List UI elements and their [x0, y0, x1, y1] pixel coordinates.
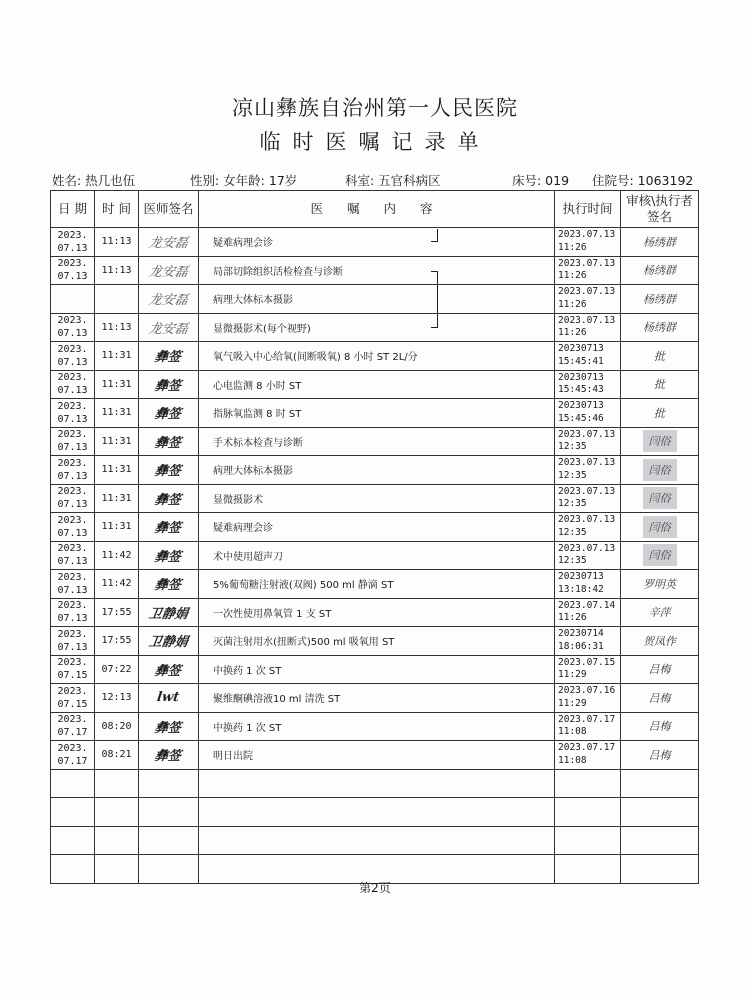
- order-content: [199, 342, 555, 371]
- order-content-text: 聚维酮碘溶液10 ml 清洗 ST: [213, 694, 341, 706]
- order-time-text: 12:13: [101, 692, 132, 704]
- doctor-signature-text: 龙安磊: [147, 264, 189, 280]
- order-time: [95, 256, 139, 285]
- order-date-text: 2023. 07.13: [57, 229, 88, 254]
- doctor-signature: [139, 741, 199, 770]
- doctor-signature-text: 彝签: [154, 435, 183, 451]
- order-date-text: 2023. 07.17: [57, 742, 88, 767]
- order-content-text: 显微摄影术: [213, 494, 263, 506]
- doctor-signature-text: 龙安磊: [147, 293, 189, 309]
- order-content-text: 病理大体标本摄影: [213, 295, 293, 307]
- checker-signature-text: 闫俗: [643, 487, 677, 509]
- doctor-signature: [139, 541, 199, 570]
- empty-row: [51, 826, 699, 855]
- order-time-text: 08:21: [101, 749, 132, 761]
- doctor-signature: [139, 684, 199, 713]
- order-content: [199, 370, 555, 399]
- col-doctor: 医师签名: [139, 191, 199, 228]
- order-content-text: 中换药 1 次 ST: [213, 665, 282, 677]
- order-content: [199, 655, 555, 684]
- checker-signature-text: 辛萍: [648, 606, 671, 620]
- exec-time-text: 2023.07.14 11:26: [558, 599, 616, 624]
- table-row: [51, 627, 699, 656]
- order-content-text: 心电监测 8 小时 ST: [213, 380, 302, 392]
- patient-info: [52, 171, 697, 189]
- checker-signature: [621, 456, 699, 485]
- order-date: [51, 370, 95, 399]
- doctor-signature-text: 龙安磊: [147, 236, 189, 252]
- checker-signature-text: 批: [654, 406, 665, 420]
- order-time: [95, 456, 139, 485]
- table-row: [51, 741, 699, 770]
- order-date: [51, 570, 95, 599]
- patient-name: 姓名: 热几也伍: [52, 173, 136, 188]
- doctor-signature-text: lwt: [156, 690, 181, 706]
- order-content: [199, 541, 555, 570]
- doctor-signature: [139, 598, 199, 627]
- exec-time: [555, 228, 621, 257]
- empty-cell: [95, 769, 139, 798]
- doctor-signature: [139, 313, 199, 342]
- order-content: [199, 598, 555, 627]
- order-time: [95, 684, 139, 713]
- orders-table: [50, 190, 699, 884]
- table-row: [51, 598, 699, 627]
- empty-cell: [95, 826, 139, 855]
- exec-time: [555, 684, 621, 713]
- exec-time: [555, 541, 621, 570]
- order-time-text: 11:13: [101, 236, 132, 248]
- table-row: [51, 570, 699, 599]
- table-row: [51, 399, 699, 428]
- order-time-text: 17:55: [101, 635, 132, 647]
- order-content-text: 手术标本检查与诊断: [213, 437, 303, 449]
- checker-signature-text: 罗明英: [643, 577, 676, 591]
- exec-time: [555, 427, 621, 456]
- doctor-signature-text: 彝签: [154, 521, 183, 537]
- order-date: [51, 427, 95, 456]
- exec-time: [555, 313, 621, 342]
- checker-signature-text: 杨绣群: [643, 235, 676, 249]
- exec-time: [555, 342, 621, 371]
- checker-signature-text: 杨绣群: [643, 321, 676, 335]
- exec-time-text: 2023.07.13 12:35: [558, 457, 616, 481]
- order-time: [95, 598, 139, 627]
- order-content-text: 一次性使用鼻氧管 1 支 ST: [213, 608, 332, 620]
- exec-time: [555, 399, 621, 428]
- order-date-text: 2023. 07.15: [57, 685, 88, 710]
- order-content-text: 明日出院: [213, 751, 253, 763]
- order-time-text: 11:13: [101, 264, 132, 276]
- exec-time: [555, 712, 621, 741]
- doctor-signature-text: 卫静娟: [147, 635, 189, 651]
- order-date: [51, 627, 95, 656]
- empty-cell: [621, 826, 699, 855]
- order-date-text: 2023. 07.13: [57, 429, 88, 454]
- empty-cell: [555, 798, 621, 827]
- order-content: [199, 285, 555, 314]
- order-time: [95, 570, 139, 599]
- order-date: [51, 456, 95, 485]
- order-date-text: 2023. 07.13: [57, 372, 88, 397]
- order-content-text: 局部切除组织活检检查与诊断: [213, 266, 343, 278]
- exec-time-text: 2023.07.17 11:08: [558, 742, 616, 766]
- checker-signature-text: 批: [654, 378, 665, 392]
- checker-signature: [621, 570, 699, 599]
- order-time: [95, 741, 139, 770]
- checker-signature: [621, 370, 699, 399]
- checker-signature: [621, 541, 699, 570]
- order-time-text: 11:31: [101, 350, 132, 362]
- table-row: [51, 342, 699, 371]
- order-date-text: 2023. 07.13: [57, 457, 88, 482]
- empty-cell: [199, 798, 555, 827]
- checker-signature-text: 吕梅: [648, 663, 671, 677]
- doctor-signature: [139, 370, 199, 399]
- exec-time-text: 2023.07.16 11:29: [558, 685, 616, 709]
- exec-time-text: 2023.07.13 12:35: [558, 542, 616, 567]
- table-row: [51, 655, 699, 684]
- order-content: [199, 712, 555, 741]
- doctor-signature-text: 彝签: [154, 549, 183, 565]
- empty-cell: [95, 798, 139, 827]
- exec-time: [555, 655, 621, 684]
- orders-body: [51, 228, 699, 884]
- empty-cell: [139, 826, 199, 855]
- checker-signature: [621, 513, 699, 542]
- order-date: [51, 285, 95, 314]
- exec-time-text: 2023.07.15 11:29: [558, 656, 616, 681]
- empty-cell: [555, 826, 621, 855]
- exec-time: [555, 513, 621, 542]
- col-content: 医 嘱 内 容: [199, 191, 555, 228]
- checker-signature: [621, 228, 699, 257]
- exec-time-text: 20230713 13:18:42: [558, 571, 604, 595]
- doctor-signature-text: 彝签: [154, 578, 183, 594]
- doctor-signature: [139, 570, 199, 599]
- order-content: [199, 684, 555, 713]
- order-time-text: 11:31: [101, 521, 132, 533]
- order-time: [95, 541, 139, 570]
- order-date: [51, 741, 95, 770]
- order-time-text: 11:31: [101, 378, 132, 390]
- doctor-signature: [139, 513, 199, 542]
- order-date-text: 2023. 07.13: [57, 543, 88, 568]
- doctor-signature-text: 彝签: [154, 464, 183, 480]
- checker-signature: [621, 741, 699, 770]
- group-bracket-2: [431, 271, 438, 328]
- table-row: [51, 285, 699, 314]
- checker-signature-text: 闫俗: [643, 430, 677, 452]
- order-time: [95, 370, 139, 399]
- order-time-text: 17:55: [101, 606, 132, 618]
- order-date: [51, 256, 95, 285]
- order-content: [199, 570, 555, 599]
- order-time-text: 11:31: [101, 464, 132, 476]
- order-content-text: 中换药 1 次 ST: [213, 722, 282, 734]
- order-date: [51, 484, 95, 513]
- checker-signature-text: 闫俗: [643, 459, 677, 481]
- checker-signature: [621, 484, 699, 513]
- table-row: [51, 256, 699, 285]
- exec-time: [555, 598, 621, 627]
- doctor-signature: [139, 399, 199, 428]
- doctor-signature-text: 彝签: [154, 350, 183, 366]
- exec-time: [555, 370, 621, 399]
- checker-signature-text: 吕梅: [648, 691, 671, 705]
- table-row: [51, 427, 699, 456]
- patient-department: 科室: 五官科病区: [345, 173, 441, 188]
- checker-signature: [621, 655, 699, 684]
- order-time: [95, 399, 139, 428]
- order-date-text: 2023. 07.13: [57, 400, 88, 425]
- empty-cell: [139, 769, 199, 798]
- order-time: [95, 285, 139, 314]
- checker-signature: [621, 598, 699, 627]
- order-content: [199, 427, 555, 456]
- document-title: 临时医嘱记录单: [259, 130, 491, 154]
- empty-cell: [51, 769, 95, 798]
- order-time: [95, 484, 139, 513]
- exec-time-text: 2023.07.17 11:08: [558, 713, 616, 738]
- empty-cell: [555, 769, 621, 798]
- empty-cell: [621, 769, 699, 798]
- doctor-signature: [139, 342, 199, 371]
- order-time-text: 11:42: [101, 578, 132, 590]
- checker-signature-text: 吕梅: [648, 748, 671, 762]
- order-content: [199, 484, 555, 513]
- table-row: [51, 484, 699, 513]
- table-row: [51, 541, 699, 570]
- doctor-signature: [139, 655, 199, 684]
- order-content: [199, 228, 555, 257]
- page-number: 第2页: [359, 881, 391, 895]
- col-date: 日 期: [51, 191, 95, 228]
- doctor-signature-text: 彝签: [154, 492, 183, 508]
- patient-bed: 床号: 019: [512, 173, 570, 188]
- patient-gender-age: 性别: 女年龄: 17岁: [190, 173, 298, 188]
- exec-time: [555, 256, 621, 285]
- order-content: [199, 313, 555, 342]
- order-content-text: 疑难病理会诊: [213, 523, 273, 535]
- checker-signature: [621, 313, 699, 342]
- order-time-text: 11:31: [101, 407, 132, 419]
- order-time-text: 08:20: [101, 720, 132, 732]
- doctor-signature: [139, 712, 199, 741]
- exec-time-text: 2023.07.13 12:35: [558, 514, 616, 538]
- checker-signature: [621, 712, 699, 741]
- doctor-signature-text: 卫静娟: [147, 606, 189, 622]
- order-content: [199, 741, 555, 770]
- empty-cell: [139, 798, 199, 827]
- checker-signature-text: 贺凤作: [643, 634, 676, 648]
- exec-time-text: 20230713 15:45:41: [558, 343, 604, 367]
- checker-signature: [621, 399, 699, 428]
- table-row: [51, 228, 699, 257]
- doctor-signature-text: 彝签: [154, 407, 183, 423]
- exec-time-text: 20230713 15:45:43: [558, 371, 604, 396]
- order-date: [51, 313, 95, 342]
- doctor-signature: [139, 427, 199, 456]
- checker-signature-text: 闫俗: [643, 516, 677, 538]
- order-content-text: 显微摄影术(每个视野): [213, 323, 311, 335]
- order-time: [95, 627, 139, 656]
- empty-cell: [621, 798, 699, 827]
- order-time-text: 11:31: [101, 492, 132, 504]
- order-date-text: 2023. 07.13: [57, 600, 88, 625]
- exec-time: [555, 570, 621, 599]
- exec-time: [555, 456, 621, 485]
- exec-time-text: 2023.07.13 11:26: [558, 229, 616, 253]
- order-time: [95, 712, 139, 741]
- table-header-row: [51, 191, 699, 228]
- order-time: [95, 342, 139, 371]
- order-time: [95, 655, 139, 684]
- doctor-signature: [139, 228, 199, 257]
- order-content: [199, 513, 555, 542]
- doctor-signature: [139, 484, 199, 513]
- order-content: [199, 256, 555, 285]
- exec-time-text: 2023.07.13 12:35: [558, 485, 616, 510]
- exec-time: [555, 484, 621, 513]
- order-time: [95, 313, 139, 342]
- exec-time-text: 2023.07.13 11:26: [558, 314, 616, 339]
- exec-time-text: 2023.07.13 12:35: [558, 428, 616, 453]
- order-date-text: 2023. 07.13: [57, 571, 88, 596]
- doctor-signature-text: 彝签: [154, 720, 183, 736]
- order-time: [95, 228, 139, 257]
- order-date-text: 2023. 07.13: [57, 628, 88, 653]
- doctor-signature: [139, 456, 199, 485]
- order-content-text: 灭菌注射用水(扭断式)500 ml 吸氧用 ST: [213, 637, 395, 649]
- checker-signature-text: 批: [654, 349, 665, 363]
- order-date: [51, 541, 95, 570]
- group-bracket-1: [431, 229, 438, 242]
- order-date: [51, 228, 95, 257]
- exec-time-text: 2023.07.13 11:26: [558, 257, 616, 282]
- empty-cell: [199, 826, 555, 855]
- order-time-text: 11:42: [101, 549, 132, 561]
- order-date-text: 2023. 07.13: [57, 258, 88, 283]
- exec-time-text: 20230713 15:45:46: [558, 400, 604, 424]
- order-date: [51, 399, 95, 428]
- order-time: [95, 513, 139, 542]
- order-content-text: 病理大体标本摄影: [213, 466, 293, 478]
- empty-row: [51, 769, 699, 798]
- col-time: 时 间: [95, 191, 139, 228]
- doctor-signature: [139, 256, 199, 285]
- table-row: [51, 513, 699, 542]
- checker-signature: [621, 342, 699, 371]
- exec-time-text: 2023.07.13 11:26: [558, 286, 616, 310]
- checker-signature: [621, 627, 699, 656]
- order-content-text: 术中使用超声刀: [213, 551, 283, 563]
- empty-cell: [51, 798, 95, 827]
- empty-cell: [199, 769, 555, 798]
- order-date-text: 2023. 07.17: [57, 714, 88, 739]
- order-time-text: 11:13: [101, 321, 132, 333]
- order-date-text: 2023. 07.13: [57, 315, 88, 340]
- order-time-text: 07:22: [101, 663, 132, 675]
- empty-row: [51, 798, 699, 827]
- exec-time: [555, 285, 621, 314]
- table-row: [51, 684, 699, 713]
- hospital-name: 凉山彝族自治州第一人民医院: [232, 96, 518, 120]
- order-content-text: 指脉氧监测 8 时 ST: [213, 409, 302, 421]
- order-date: [51, 513, 95, 542]
- checker-signature: [621, 427, 699, 456]
- order-content: [199, 456, 555, 485]
- order-content-text: 5%葡萄糖注射液(双阀) 500 ml 静滴 ST: [213, 580, 394, 592]
- table-row: [51, 712, 699, 741]
- doctor-signature-text: 彝签: [154, 749, 183, 765]
- checker-signature-text: 吕梅: [648, 720, 671, 734]
- order-date: [51, 342, 95, 371]
- col-exec-time: 执行时间: [555, 191, 621, 228]
- order-time-text: 11:31: [101, 435, 132, 447]
- doctor-signature-text: 彝签: [154, 378, 183, 394]
- patient-admission-no: 住院号: 1063192: [592, 173, 694, 188]
- table-row: [51, 313, 699, 342]
- doctor-signature-text: 龙安磊: [147, 321, 189, 337]
- order-date: [51, 655, 95, 684]
- empty-cell: [51, 826, 95, 855]
- order-time: [95, 427, 139, 456]
- exec-time: [555, 741, 621, 770]
- order-content: [199, 627, 555, 656]
- exec-time-text: 20230714 18:06:31: [558, 628, 604, 652]
- table-row: [51, 370, 699, 399]
- checker-signature: [621, 684, 699, 713]
- order-date-text: 2023. 07.15: [57, 657, 88, 682]
- order-content: [199, 399, 555, 428]
- order-content-text: 氧气吸入中心给氧(间断吸氧) 8 小时 ST 2L/分: [213, 352, 418, 364]
- order-date-text: 2023. 07.13: [57, 514, 88, 539]
- checker-signature-text: 杨绣群: [643, 264, 676, 278]
- order-date-text: 2023. 07.13: [57, 486, 88, 511]
- col-reviewer: 审核\执行者签名: [621, 191, 699, 228]
- checker-signature-text: 闫俗: [643, 544, 677, 566]
- order-date: [51, 712, 95, 741]
- checker-signature: [621, 285, 699, 314]
- table-row: [51, 456, 699, 485]
- checker-signature-text: 杨绣群: [643, 292, 676, 306]
- order-date: [51, 598, 95, 627]
- order-date: [51, 684, 95, 713]
- doctor-signature: [139, 627, 199, 656]
- doctor-signature: [139, 285, 199, 314]
- order-content-text: 疑难病理会诊: [213, 238, 273, 250]
- doctor-signature-text: 彝签: [154, 663, 183, 679]
- exec-time: [555, 627, 621, 656]
- order-date-text: 2023. 07.13: [57, 343, 88, 368]
- checker-signature: [621, 256, 699, 285]
